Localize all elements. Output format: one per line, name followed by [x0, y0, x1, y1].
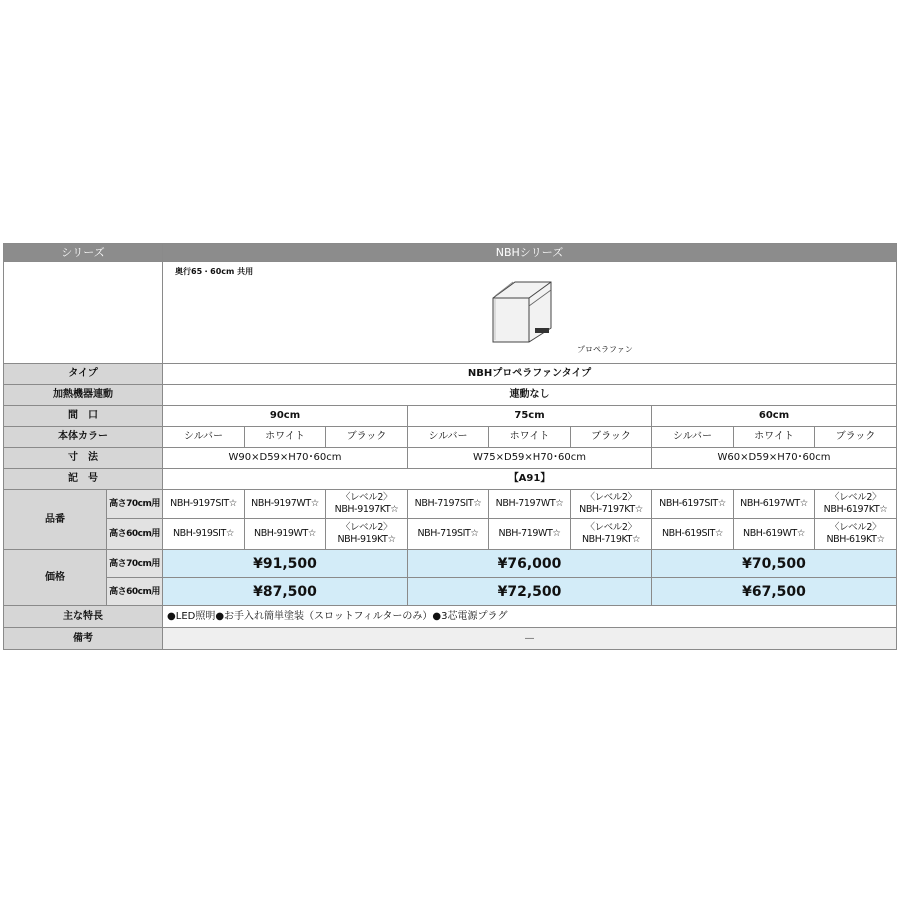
- model-code: NBH-719KT☆: [581, 534, 641, 545]
- color-white: ホワイト: [245, 427, 326, 448]
- features-value: ●LED照明●お手入れ簡単塗装（スロットフィルターのみ）●3芯電源プラグ: [163, 606, 897, 628]
- remarks-row: [4, 628, 897, 650]
- model-cell-level2: [815, 519, 897, 550]
- price-75-h70: ¥76,000: [408, 550, 652, 578]
- image-row: [4, 262, 897, 364]
- symbol-row: [4, 469, 897, 490]
- series-row: [4, 244, 897, 262]
- model-cell: NBH-6197WT☆: [734, 490, 815, 519]
- symbol-label: 記 号: [4, 469, 163, 490]
- model-cell: NBH-619SIT☆: [652, 519, 734, 550]
- type-row: [4, 364, 897, 385]
- price-60-h60: ¥67,500: [652, 578, 897, 606]
- depth-note: 奥行65・60cm 共用: [175, 267, 254, 276]
- link-label: 加熱機器連動: [4, 385, 163, 406]
- price-90-h60: ¥87,500: [163, 578, 408, 606]
- color-black: ブラック: [326, 427, 408, 448]
- level-note: 〈レベル2〉: [340, 522, 393, 533]
- color-silver: シルバー: [408, 427, 489, 448]
- model-row-h60: [4, 519, 897, 550]
- features-row: [4, 606, 897, 628]
- price-h70-label: 高さ70cm用: [107, 550, 163, 578]
- model-cell-level2: [326, 490, 408, 519]
- range-hood-icon: [485, 276, 555, 344]
- link-row: [4, 385, 897, 406]
- size-row: [4, 448, 897, 469]
- model-cell-level2: [571, 519, 652, 550]
- color-white: ホワイト: [489, 427, 571, 448]
- color-row: [4, 427, 897, 448]
- model-cell-level2: [815, 490, 897, 519]
- color-label: 本体カラー: [4, 427, 163, 448]
- width-row: [4, 406, 897, 427]
- type-value: NBHプロペラファンタイプ: [163, 364, 897, 385]
- product-image-cell: [163, 262, 897, 364]
- size-75: W75×D59×H70･60cm: [408, 448, 652, 469]
- color-silver: シルバー: [652, 427, 734, 448]
- level-note: 〈レベル2〉: [829, 522, 882, 533]
- features-label: 主な特長: [4, 606, 163, 628]
- model-cell: NBH-6197SIT☆: [652, 490, 734, 519]
- model-cell: NBH-919SIT☆: [163, 519, 245, 550]
- model-cell: NBH-7197WT☆: [489, 490, 571, 519]
- color-black: ブラック: [815, 427, 897, 448]
- remarks-label: 備考: [4, 628, 163, 650]
- price-row-h70: [4, 550, 897, 578]
- model-cell: NBH-719WT☆: [489, 519, 571, 550]
- model-code: NBH-619KT☆: [826, 534, 885, 545]
- series-label: シリーズ: [4, 244, 163, 262]
- series-value: NBHシリーズ: [163, 244, 897, 262]
- size-60: W60×D59×H70･60cm: [652, 448, 897, 469]
- price-75-h60: ¥72,500: [408, 578, 652, 606]
- model-code: NBH-9197KT☆: [334, 504, 399, 515]
- model-cell-level2: [571, 490, 652, 519]
- price-60-h70: ¥70,500: [652, 550, 897, 578]
- symbol-value: 【A91】: [163, 469, 897, 490]
- price-90-h70: ¥91,500: [163, 550, 408, 578]
- color-white: ホワイト: [734, 427, 815, 448]
- color-black: ブラック: [571, 427, 652, 448]
- level-note: 〈レベル2〉: [340, 492, 393, 503]
- model-code: NBH-919KT☆: [337, 534, 396, 545]
- width-label: 間 口: [4, 406, 163, 427]
- level-note: 〈レベル2〉: [585, 492, 637, 503]
- link-value: 連動なし: [163, 385, 897, 406]
- size-90: W90×D59×H70･60cm: [163, 448, 408, 469]
- model-cell: NBH-619WT☆: [734, 519, 815, 550]
- price-h60-label: 高さ60cm用: [107, 578, 163, 606]
- model-cell: NBH-9197WT☆: [245, 490, 326, 519]
- level-note: 〈レベル2〉: [585, 522, 637, 533]
- width-75: 75cm: [408, 406, 652, 427]
- width-90: 90cm: [163, 406, 408, 427]
- type-label: タイプ: [4, 364, 163, 385]
- price-label: 価格: [4, 550, 107, 606]
- model-cell: NBH-7197SIT☆: [408, 490, 489, 519]
- image-row-blank: [4, 262, 163, 364]
- model-h60-label: 高さ60cm用: [107, 519, 163, 550]
- model-label: 品番: [4, 490, 107, 550]
- spec-table: [3, 243, 897, 650]
- model-cell: NBH-719SIT☆: [408, 519, 489, 550]
- color-silver: シルバー: [163, 427, 245, 448]
- model-row-h70: [4, 490, 897, 519]
- width-60: 60cm: [652, 406, 897, 427]
- model-code: NBH-7197KT☆: [579, 504, 643, 515]
- model-code: NBH-6197KT☆: [823, 504, 888, 515]
- model-h70-label: 高さ70cm用: [107, 490, 163, 519]
- level-note: 〈レベル2〉: [829, 492, 882, 503]
- remarks-value: —: [163, 628, 897, 650]
- price-row-h60: [4, 578, 897, 606]
- model-cell: NBH-9197SIT☆: [163, 490, 245, 519]
- propeller-fan-caption: プロペラファン: [577, 345, 633, 354]
- model-cell-level2: [326, 519, 408, 550]
- size-label: 寸 法: [4, 448, 163, 469]
- model-cell: NBH-919WT☆: [245, 519, 326, 550]
